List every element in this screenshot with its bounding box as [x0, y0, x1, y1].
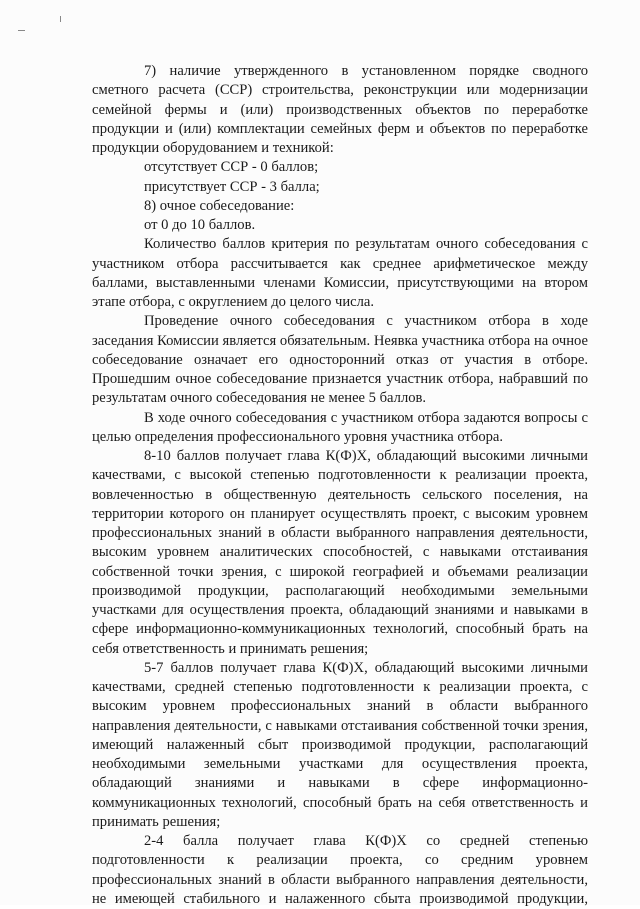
paragraph: Количество баллов критерия по результатам очного собеседования с участником отбора рассчитывается как среднее арифметическое между баллами, выставленными членами Комиссии, присутствующими на втором этапе отбора, с округлением до целого числа.: [92, 236, 588, 310]
scan-mark: [60, 16, 61, 22]
document-body: [92, 62, 588, 909]
paragraph: 5-7 баллов получает глава К(Ф)Х, обладающий высокими личными качествами, средней степенью подготовленности к реализации проекта, с высоким уровнем профессиональных знаний в области выбранного направления деятельности, с навыками отстаивания собственной точки зрения, имеющий налаженный сбыт производимой продукции, располагающий необходимыми земельными участками для осуществления проекта, обладающий знаниями и навыками в сфере информационно-коммуникационных технологий, способный брать на себя ответственность и принимать решения;: [92, 659, 588, 830]
paragraph: Проведение очного собеседования с участником отбора в ходе заседания Комиссии является обязательным. Неявка участника отбора на очное собеседование означает его односторонний отказ от участия в отборе. Прошедшим очное собеседование признается участник отбора, набравший по результатам очного собеседования не менее 5 баллов.: [92, 313, 588, 407]
list-item: от 0 до 10 баллов.: [144, 217, 256, 233]
paragraph: В ходе очного собеседования с участником отбора задаются вопросы с целью определения профессионального уровня участника отбора.: [92, 409, 588, 445]
list-item: 8) очное собеседование:: [144, 197, 295, 214]
list-item: отсутствует ССР - 0 баллов;: [144, 159, 319, 176]
scan-mark: [18, 30, 25, 31]
paragraph: 8-10 баллов получает глава К(Ф)Х, обладающий высокими личными качествами, с высокой степенью подготовленности к реализации проекта, вовлеченностью в общественную деятельность сельского поселения, на территории которого он планирует осуществлять проект, с высоким уровнем профессиональных знаний в области выбранного направления деятельности, высоким уровнем аналитических способностей, с навыками отстаивания собственной точки зрения, с широкой географией и объемами реализации производимой продукции, располагающий необходимыми земельными участками для осуществления проекта, обладающий знаниями и навыками в сфере информационно-коммуникационных технологий, способный брать на себя ответственность и принимать решения;: [92, 448, 588, 657]
paragraph: 7) наличие утвержденного в установленном порядке сводного сметного расчета (ССР) строительства, реконструкции или модернизации семейной фермы и (или) производственных объектов по переработке продукции и (или) комплектации семейных ферм и объектов по переработке продукции оборудованием и техникой:: [92, 63, 588, 156]
list-item: присутствует ССР - 3 балла;: [144, 178, 320, 195]
paragraph: 2-4 балла получает глава К(Ф)Х со средней степенью подготовленности к реализации проекта, со средним уровнем профессиональных знаний в области выбранного направления деятельности, не имеющей стабильного и налаженного сбыта производимой продукции,: [92, 833, 588, 907]
